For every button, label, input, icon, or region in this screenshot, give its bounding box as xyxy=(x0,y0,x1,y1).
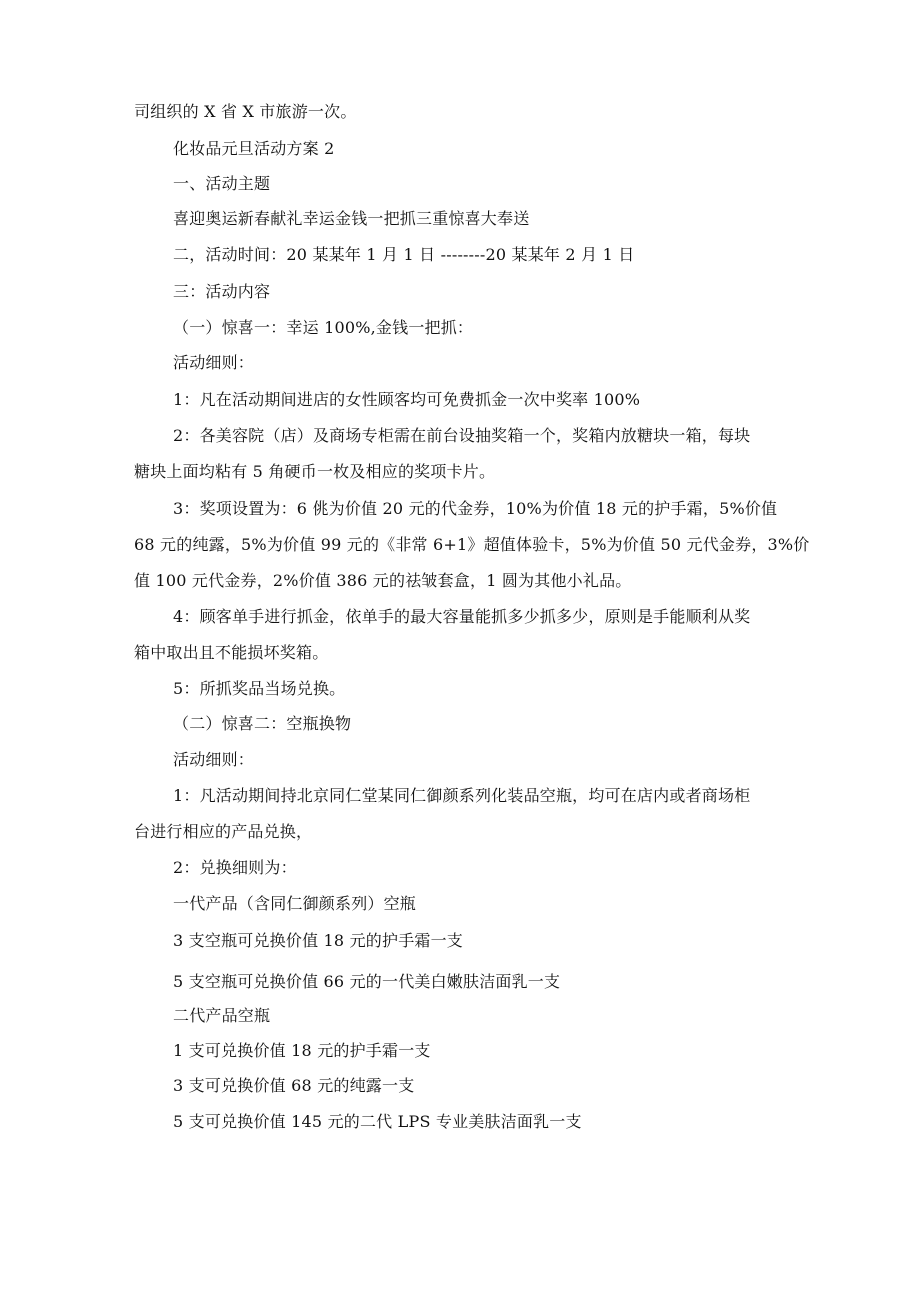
product-gen-one-heading: 一代产品（含同仁御颜系列）空瓶 xyxy=(173,894,417,913)
product-gen-two-heading: 二代产品空瓶 xyxy=(173,1006,271,1025)
theme-text: 喜迎奥运新春献礼幸运金钱一把抓三重惊喜大奉送 xyxy=(173,209,530,228)
rule-item-continued: 值 100 元代金券，2%价值 386 元的祛皱套盒，1 圆为其他小礼品。 xyxy=(134,571,632,590)
exchange-item: 1 支可兑换价值 18 元的护手霜一支 xyxy=(173,1041,431,1060)
rule-item: 2：兑换细则为： xyxy=(173,858,297,877)
surprise-two-heading: （二）惊喜二：空瓶换物 xyxy=(173,714,352,733)
exchange-item: 3 支空瓶可兑换价值 18 元的护手霜一支 xyxy=(173,931,463,950)
rules-heading: 活动细则： xyxy=(173,353,255,372)
rule-item: 2：各美容院（店）及商场专柜需在前台设抽奖箱一个，奖箱内放糖块一箱，每块 xyxy=(173,426,751,445)
rule-item: 1：凡在活动期间进店的女性顾客均可免费抓金一次中奖率 100% xyxy=(173,390,641,409)
heading-theme: 一、活动主题 xyxy=(173,174,271,193)
exchange-item: 5 支空瓶可兑换价值 66 元的一代美白嫩肤洁面乳一支 xyxy=(173,972,561,991)
section-title: 化妆品元旦活动方案 2 xyxy=(173,139,335,158)
surprise-one-heading: （一）惊喜一：幸运 100%,金钱一把抓： xyxy=(173,318,474,337)
rule-item-continued: 箱中取出且不能损坏奖箱。 xyxy=(134,643,329,662)
rule-item: 1：凡活动期间持北京同仁堂某同仁御颜系列化装品空瓶，均可在店内或者商场柜 xyxy=(173,786,751,805)
rule-item-continued: 糖块上面均粘有 5 角硬币一枚及相应的奖项卡片。 xyxy=(134,462,496,481)
exchange-item: 3 支可兑换价值 68 元的纯露一支 xyxy=(173,1076,415,1095)
rule-item: 5：所抓奖品当场兑换。 xyxy=(173,679,346,698)
rule-item: 3：奖项设置为：6 佻为价值 20 元的代金券，10%为价值 18 元的护手霜，5%价值 xyxy=(173,499,778,518)
exchange-item: 5 支可兑换价值 145 元的二代 LPS 专业美肤洁面乳一支 xyxy=(173,1112,582,1131)
heading-content: 三：活动内容 xyxy=(173,282,271,301)
text-line: 司组织的 X 省 X 市旅游一次。 xyxy=(134,102,357,121)
rule-item-continued: 68 元的纯露，5%为价值 99 元的《非常 6+1》超值体验卡，5%为价值 50 元代金券，3%价 xyxy=(134,535,810,554)
rule-item-continued: 台进行相应的产品兑换， xyxy=(134,822,313,841)
rules-heading: 活动细则： xyxy=(173,750,255,769)
activity-time: 二，活动时间：20 某某年 1 月 1 日 --------20 某某年 2 月 1 日 xyxy=(173,245,635,264)
rule-item: 4：顾客单手进行抓金，依单手的最大容量能抓多少抓多少，原则是手能顺利从奖 xyxy=(173,607,751,626)
